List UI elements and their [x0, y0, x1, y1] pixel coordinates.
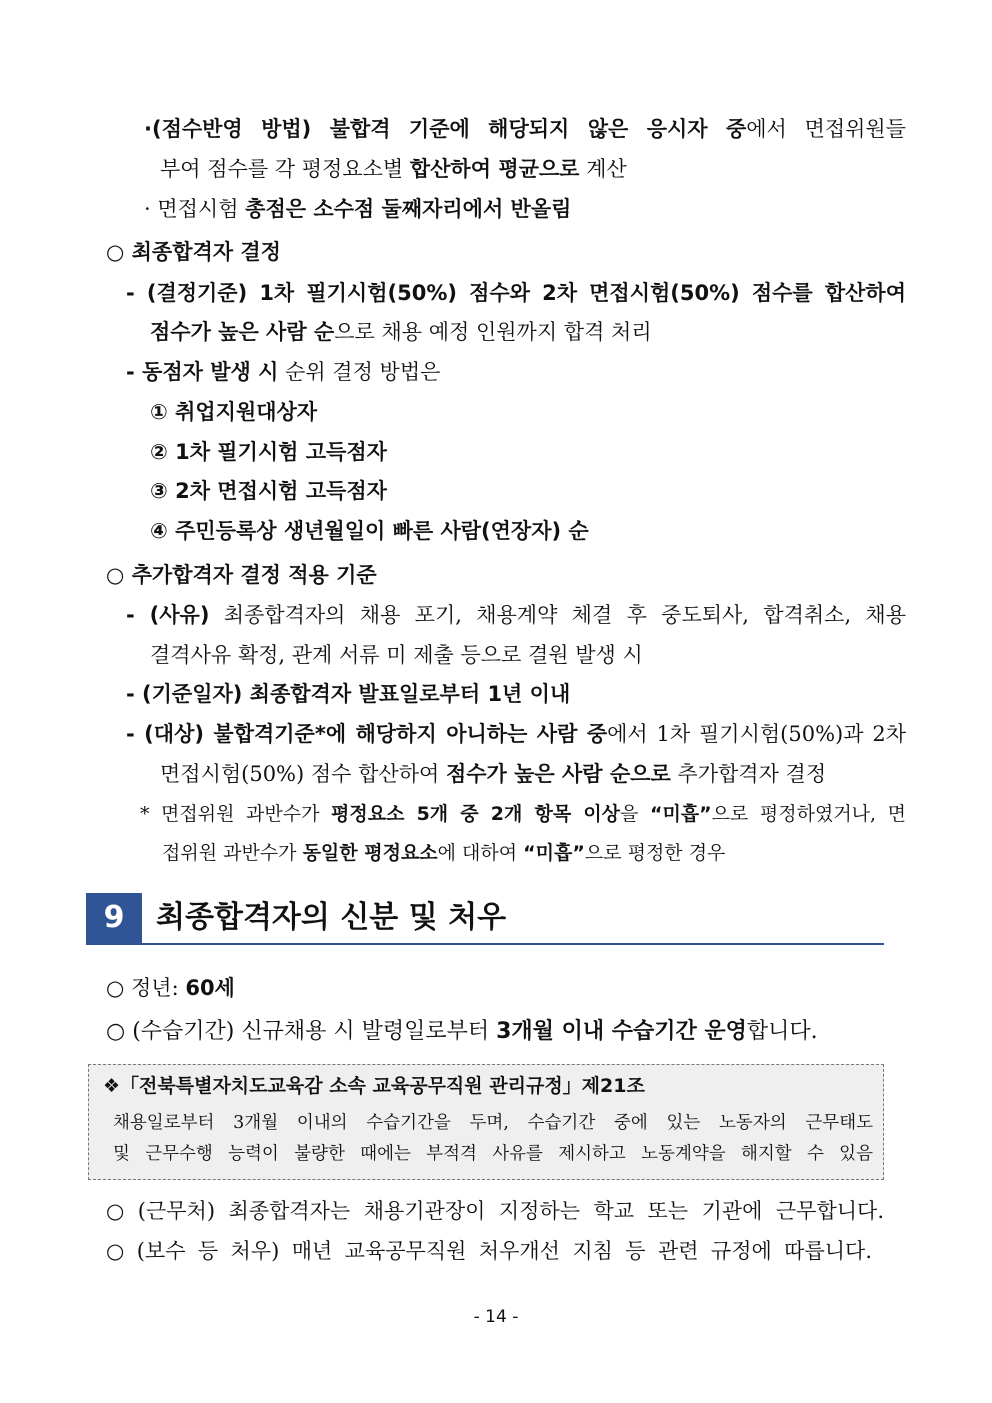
- regulation-box: [88, 1064, 884, 1180]
- text: 에 대하여: [437, 842, 524, 864]
- text: 면접시험(50%) 점수 합산하여: [160, 762, 446, 786]
- text: ○ (근무처) 최종합격자는 채용기관장이 지정하는 학교 또는 기관에 근무합니다.: [106, 1199, 884, 1223]
- bold-text: 점수가 높은 사람 순: [150, 320, 335, 344]
- text: 으로 채용 예정 인원까지 합격 처리: [334, 320, 652, 344]
- regulation-text: 채용일로부터 3개월 이내의 수습기간을 두며, 수습기간 중에 있는 노동자의 근무태도: [113, 1113, 873, 1133]
- text: 최종합격자의 채용 포기, 채용계약 체결 후 중도퇴사, 합격취소, 채용: [209, 603, 906, 627]
- bold-text: 점수가 높은 사람 순으로: [445, 762, 671, 786]
- bold-text: ○ 추가합격자 결정 적용 기준: [106, 563, 377, 587]
- bold-text: 합산하여 평균으로: [409, 157, 580, 181]
- text: ○ (수습기간) 신규채용 시 발령일로부터: [106, 1019, 497, 1044]
- bold-text: ③ 2차 면접시험 고득점자: [150, 479, 387, 503]
- regulation-text: 및 근무수행 능력이 불량한 때에는 부적격 사유를 제시하고 노동계약을 해지할 수 있음: [113, 1144, 873, 1164]
- text: 추가합격자 결정: [670, 762, 827, 786]
- text-line: [150, 317, 652, 347]
- bold-text: 3개월 이내 수습기간 운영: [496, 1019, 747, 1044]
- text: 부여 점수를 각 평정요소별: [160, 157, 410, 181]
- text: 으로 평정한 경우: [584, 842, 726, 864]
- text: 으로 평정하였거나, 면: [711, 803, 906, 825]
- text-line: [106, 973, 235, 1003]
- bold-text: - (사유): [126, 603, 210, 627]
- regulation-title: ❖「전북특별자치도교육감 소속 교육공무직원 관리규정」제21조: [103, 1075, 645, 1097]
- text: ○ 정년:: [106, 976, 186, 1000]
- text-line: [126, 719, 906, 749]
- heading-additional-pass: [106, 560, 377, 590]
- text-line: [106, 1196, 884, 1226]
- page-number: - 14 -: [473, 1307, 519, 1327]
- bold-text: ④ 주민등록상 생년월일이 빠른 사람(연장자) 순: [150, 519, 589, 543]
- text-line: [160, 154, 627, 184]
- text: 에서 1차 필기시험(50%)과 2차: [607, 722, 906, 746]
- bold-text: - (대상) 불합격기준*에 해당하지 아니하는 사람 중: [126, 722, 608, 746]
- text-line: [126, 679, 570, 709]
- text-line: [106, 1017, 818, 1047]
- section-title: 최종합격자의 신분 및 처우: [156, 900, 507, 935]
- bold-text: 평정요소 5개 중 2개 항목 이상: [331, 803, 621, 825]
- text-line: [126, 600, 906, 630]
- list-item: [150, 476, 387, 506]
- bold-text: 총점은 소수점 둘째자리에서 반올림: [245, 197, 572, 221]
- text: 합니다.: [746, 1019, 818, 1044]
- text: 순위 결정 방법은: [278, 360, 441, 384]
- list-item: [150, 437, 387, 467]
- text-line: [126, 357, 440, 387]
- bold-text: ·(점수반영 방법) 불합격 기준에 해당되지 않은 응시자 중: [144, 117, 747, 141]
- list-item: [150, 397, 317, 427]
- text: ○ (보수 등 처우) 매년 교육공무직원 처우개선 지침 등 관련 규정에 따릅니다.: [106, 1239, 872, 1263]
- text: 을: [620, 803, 650, 825]
- bold-text: - (결정기준) 1차 필기시험(50%) 점수와 2차 면접시험(50%) 점수를 합산하여: [126, 281, 906, 305]
- text: 에서 면접위원들: [746, 117, 906, 141]
- section-number: 9: [86, 893, 142, 943]
- heading-final-pass: [106, 237, 281, 267]
- text-line: [126, 278, 906, 308]
- text: 접위원 과반수가: [162, 842, 303, 864]
- bold-text: ○ 최종합격자 결정: [106, 240, 281, 264]
- bold-text: 60세: [185, 976, 235, 1000]
- text-line: [144, 114, 906, 144]
- bold-text: “미흡”: [523, 842, 585, 864]
- footnote-line: [162, 838, 725, 868]
- text-line: [160, 759, 826, 789]
- text-line: [150, 640, 643, 670]
- bold-text: - 동점자 발생 시: [126, 360, 279, 384]
- bold-text: 동일한 평정요소: [302, 842, 438, 864]
- footnote-line: [140, 799, 906, 829]
- text-line: [144, 194, 571, 224]
- text: · 면접시험: [144, 197, 246, 221]
- text: 결격사유 확정, 관계 서류 미 제출 등으로 결원 발생 시: [150, 643, 643, 667]
- bold-text: ② 1차 필기시험 고득점자: [150, 440, 387, 464]
- text-line: [106, 1236, 872, 1266]
- bold-text: ① 취업지원대상자: [150, 400, 318, 424]
- text: * 면접위원 과반수가: [140, 803, 332, 825]
- text: 계산: [579, 157, 627, 181]
- list-item: [150, 516, 589, 546]
- bold-text: - (기준일자) 최종합격자 발표일로부터 1년 이내: [126, 682, 571, 706]
- bold-text: “미흡”: [649, 803, 712, 825]
- section-divider: [86, 943, 884, 945]
